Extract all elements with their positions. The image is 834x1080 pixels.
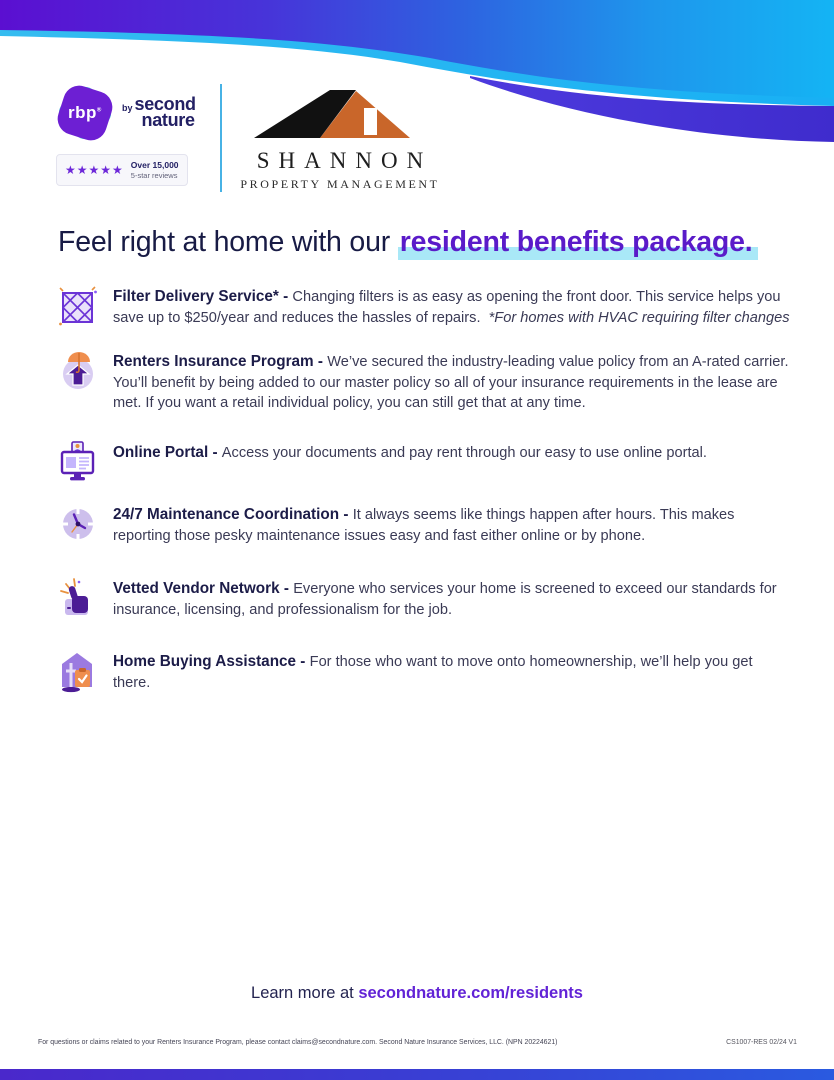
review-caption: 5-star reviews bbox=[130, 170, 178, 180]
rbp-brand-block bbox=[56, 84, 206, 192]
benefit-online-portal bbox=[58, 440, 790, 489]
rbp-logo-text: rbp® bbox=[68, 103, 102, 122]
learn-more-line bbox=[0, 984, 834, 1003]
legal-footer bbox=[38, 1039, 797, 1046]
document-code: CS1007-RES 02/24 V1 bbox=[726, 1039, 797, 1046]
logo-row bbox=[56, 84, 438, 192]
clock-icon bbox=[58, 502, 98, 551]
filter-icon bbox=[58, 284, 98, 333]
benefit-body: It always seems like things happen after hours. This makes reporting those pesky maintenance issues easy and fast either online or by phone. bbox=[113, 507, 735, 544]
benefit-vendor-network bbox=[58, 576, 790, 625]
benefit-home-buying bbox=[58, 649, 790, 698]
umbrella-insurance-icon bbox=[58, 349, 98, 398]
page-title bbox=[58, 226, 798, 259]
benefit-title: Vetted Vendor Network - bbox=[113, 580, 294, 598]
headline-highlight: resident benefits package. bbox=[398, 226, 758, 260]
second-nature-name: second nature bbox=[134, 94, 196, 130]
benefit-title: Home Buying Assistance - bbox=[113, 653, 310, 671]
second-nature-wordmark bbox=[122, 94, 196, 130]
review-badge bbox=[56, 154, 188, 186]
legal-text: For questions or claims related to your Renters Insurance Program, please contact claims@secondnature.com. Second Nature Insurance Services, LLC. (NPN 20224621) bbox=[38, 1039, 558, 1046]
company-logo-block bbox=[242, 84, 438, 192]
company-subtitle: PROPERTY MANAGEMENT bbox=[240, 177, 440, 191]
five-star-icons: ★★★★★ bbox=[65, 162, 124, 177]
benefit-title: 24/7 Maintenance Coordination - bbox=[113, 506, 353, 524]
benefit-body: We’ve secured the industry-leading value policy from an A-rated carrier. You’ll benefit by being added to our master policy so all of your insurance requirements in the lease are met. If you want a retail individual policy, you can still get that at any time. bbox=[113, 354, 789, 412]
benefit-body: For those who want to move onto homeownership, we’ll help you get there. bbox=[113, 654, 753, 691]
bottom-accent-bar bbox=[0, 1069, 834, 1080]
benefit-body: Access your documents and pay rent through our easy to use online portal. bbox=[221, 445, 707, 462]
benefit-title: Filter Delivery Service* - bbox=[113, 288, 293, 305]
benefit-note: *For homes with HVAC requiring filter changes bbox=[488, 309, 790, 326]
by-label: by bbox=[122, 103, 133, 114]
rbp-logo bbox=[56, 84, 114, 142]
benefit-filter-delivery bbox=[58, 284, 790, 333]
benefit-title: Renters Insurance Program - bbox=[113, 353, 328, 370]
house-roof-icon bbox=[250, 88, 430, 140]
rbp-logo-purple-shape bbox=[53, 81, 116, 144]
company-name: SHANNON bbox=[256, 148, 433, 173]
review-count: Over 15,000 bbox=[130, 160, 179, 170]
logo-divider bbox=[220, 84, 222, 192]
home-checklist-icon bbox=[58, 649, 98, 698]
benefit-title: Online Portal - bbox=[113, 444, 222, 462]
thumbs-up-icon bbox=[58, 576, 98, 625]
benefit-body: Everyone who services your home is screened to exceed our standards for insurance, licensing, and professionalism for the job. bbox=[113, 581, 777, 618]
headline-prefix: Feel right at home with our bbox=[58, 226, 398, 258]
rbp-lockup bbox=[56, 84, 206, 142]
learn-more-prefix: Learn more at bbox=[251, 984, 359, 1002]
online-portal-icon bbox=[58, 440, 98, 489]
residents-link[interactable]: secondnature.com/residents bbox=[358, 984, 583, 1002]
benefit-renters-insurance bbox=[58, 349, 790, 414]
benefit-maintenance bbox=[58, 502, 790, 551]
benefits-list bbox=[58, 284, 790, 698]
benefit-body: Changing filters is as easy as opening the front door. This service helps you save up to $250/year and reduces the hassles of repairs. bbox=[113, 289, 781, 326]
